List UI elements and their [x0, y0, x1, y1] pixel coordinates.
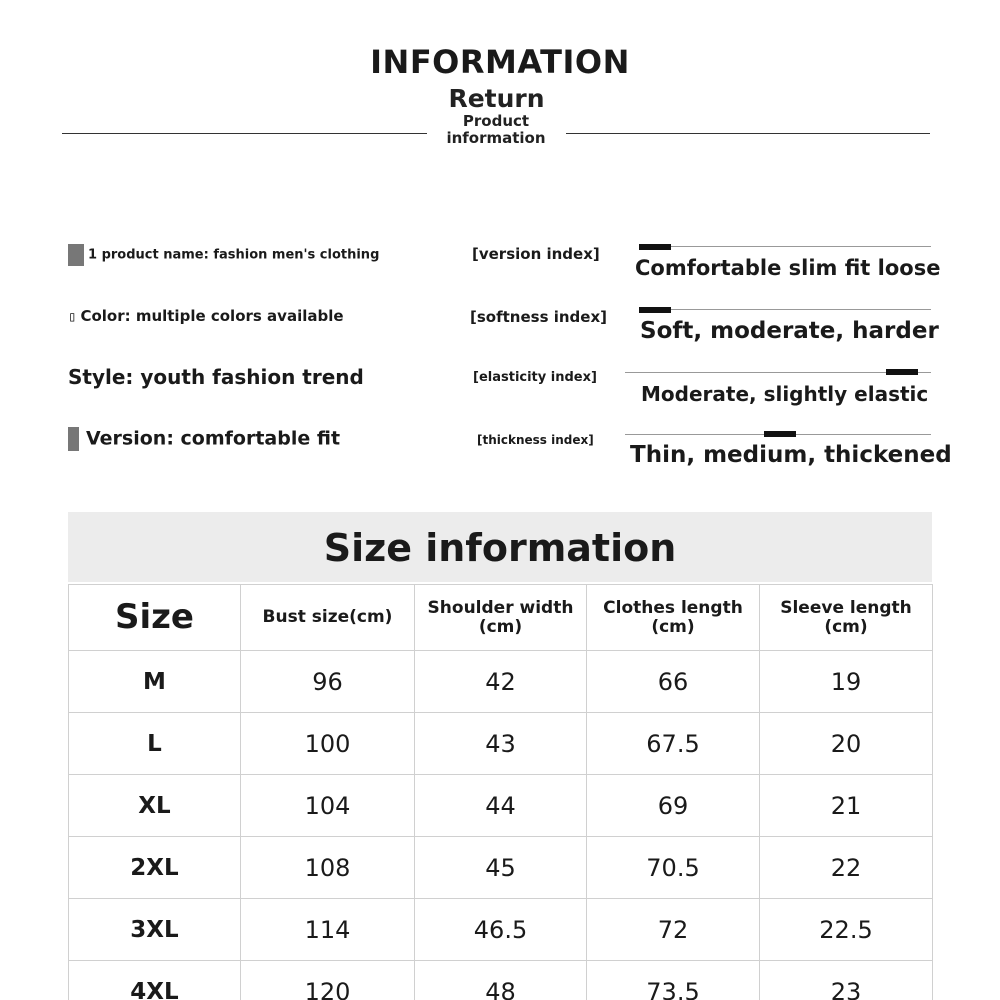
cell-bust: 120: [241, 961, 415, 1000]
table-row: [69, 713, 933, 775]
cell-sleeve-length: 19: [760, 651, 933, 713]
cell-shoulder: 43: [415, 713, 587, 775]
header-bust: Bust size(cm): [241, 585, 415, 651]
cell-size: XL: [69, 775, 241, 837]
cell-clothes-length: 66: [587, 651, 760, 713]
softness-index-track: [639, 309, 931, 310]
cell-sleeve-length: 22.5: [760, 899, 933, 961]
softness-index-label: [softness index]: [470, 308, 607, 326]
header-shoulder: Shoulder width (cm): [415, 585, 587, 651]
elasticity-index-label: [elasticity index]: [473, 370, 597, 385]
cell-sleeve-length: 21: [760, 775, 933, 837]
cell-shoulder: 44: [415, 775, 587, 837]
version-index-marker: [639, 244, 671, 250]
cell-size: 4XL: [69, 961, 241, 1000]
thickness-index-marker: [764, 431, 796, 437]
cell-bust: 104: [241, 775, 415, 837]
size-table: [68, 584, 933, 1000]
version-index-track: [639, 246, 931, 247]
cell-size: M: [69, 651, 241, 713]
cell-sleeve-length: 22: [760, 837, 933, 899]
cell-size: 2XL: [69, 837, 241, 899]
thickness-index-label: [thickness index]: [477, 433, 594, 447]
header-divider-left: [62, 133, 427, 134]
table-row: [69, 651, 933, 713]
bullet-bar-icon: [68, 427, 79, 451]
cell-bust: 96: [241, 651, 415, 713]
size-banner: [68, 512, 932, 582]
table-row: [69, 775, 933, 837]
product-color-text: Color: multiple colors available: [80, 307, 344, 325]
cell-sleeve-length: 23: [760, 961, 933, 1000]
thickness-index-value: Thin, medium, thickened: [630, 442, 952, 468]
product-style-text: Style: youth fashion trend: [68, 365, 364, 389]
header-size: Size: [69, 585, 241, 651]
product-color-row: [68, 307, 344, 325]
cell-shoulder: 48: [415, 961, 587, 1000]
cell-bust: 114: [241, 899, 415, 961]
product-version-text: Version: comfortable fit: [86, 427, 341, 450]
size-table-header-row: [69, 585, 933, 651]
cell-clothes-length: 73.5: [587, 961, 760, 1000]
table-row: [69, 837, 933, 899]
version-index-label: [version index]: [472, 245, 600, 263]
softness-index-marker: [639, 307, 671, 313]
cell-bust: 108: [241, 837, 415, 899]
cell-clothes-length: 67.5: [587, 713, 760, 775]
page-subtitle: Return: [448, 84, 545, 113]
cell-bust: 100: [241, 713, 415, 775]
version-index-value: Comfortable slim fit loose: [635, 256, 941, 280]
page-subtitle-secondary: Product information: [446, 112, 546, 147]
header-clothes-length: Clothes length (cm): [587, 585, 760, 651]
cell-clothes-length: 72: [587, 899, 760, 961]
table-row: [69, 961, 933, 1000]
cell-clothes-length: 69: [587, 775, 760, 837]
page-title: INFORMATION: [370, 43, 630, 81]
elasticity-index-value: Moderate, slightly elastic: [641, 382, 929, 406]
product-style-row: [68, 365, 364, 389]
product-version-row: [68, 427, 340, 451]
product-name-text: 1 product name: fashion men's clothing: [88, 247, 380, 263]
elasticity-index-marker: [886, 369, 918, 375]
product-name-row: [68, 244, 379, 266]
cell-size: L: [69, 713, 241, 775]
cell-shoulder: 45: [415, 837, 587, 899]
cell-size: 3XL: [69, 899, 241, 961]
cell-clothes-length: 70.5: [587, 837, 760, 899]
table-row: [69, 899, 933, 961]
cell-sleeve-length: 20: [760, 713, 933, 775]
cell-shoulder: 42: [415, 651, 587, 713]
missing-glyph-icon: ▯: [68, 309, 77, 325]
header-divider-right: [566, 133, 930, 134]
header-sleeve-length: Sleeve length (cm): [760, 585, 933, 651]
bullet-square-icon: [68, 244, 84, 266]
cell-shoulder: 46.5: [415, 899, 587, 961]
size-title: Size information: [323, 526, 677, 570]
softness-index-value: Soft, moderate, harder: [640, 318, 939, 344]
